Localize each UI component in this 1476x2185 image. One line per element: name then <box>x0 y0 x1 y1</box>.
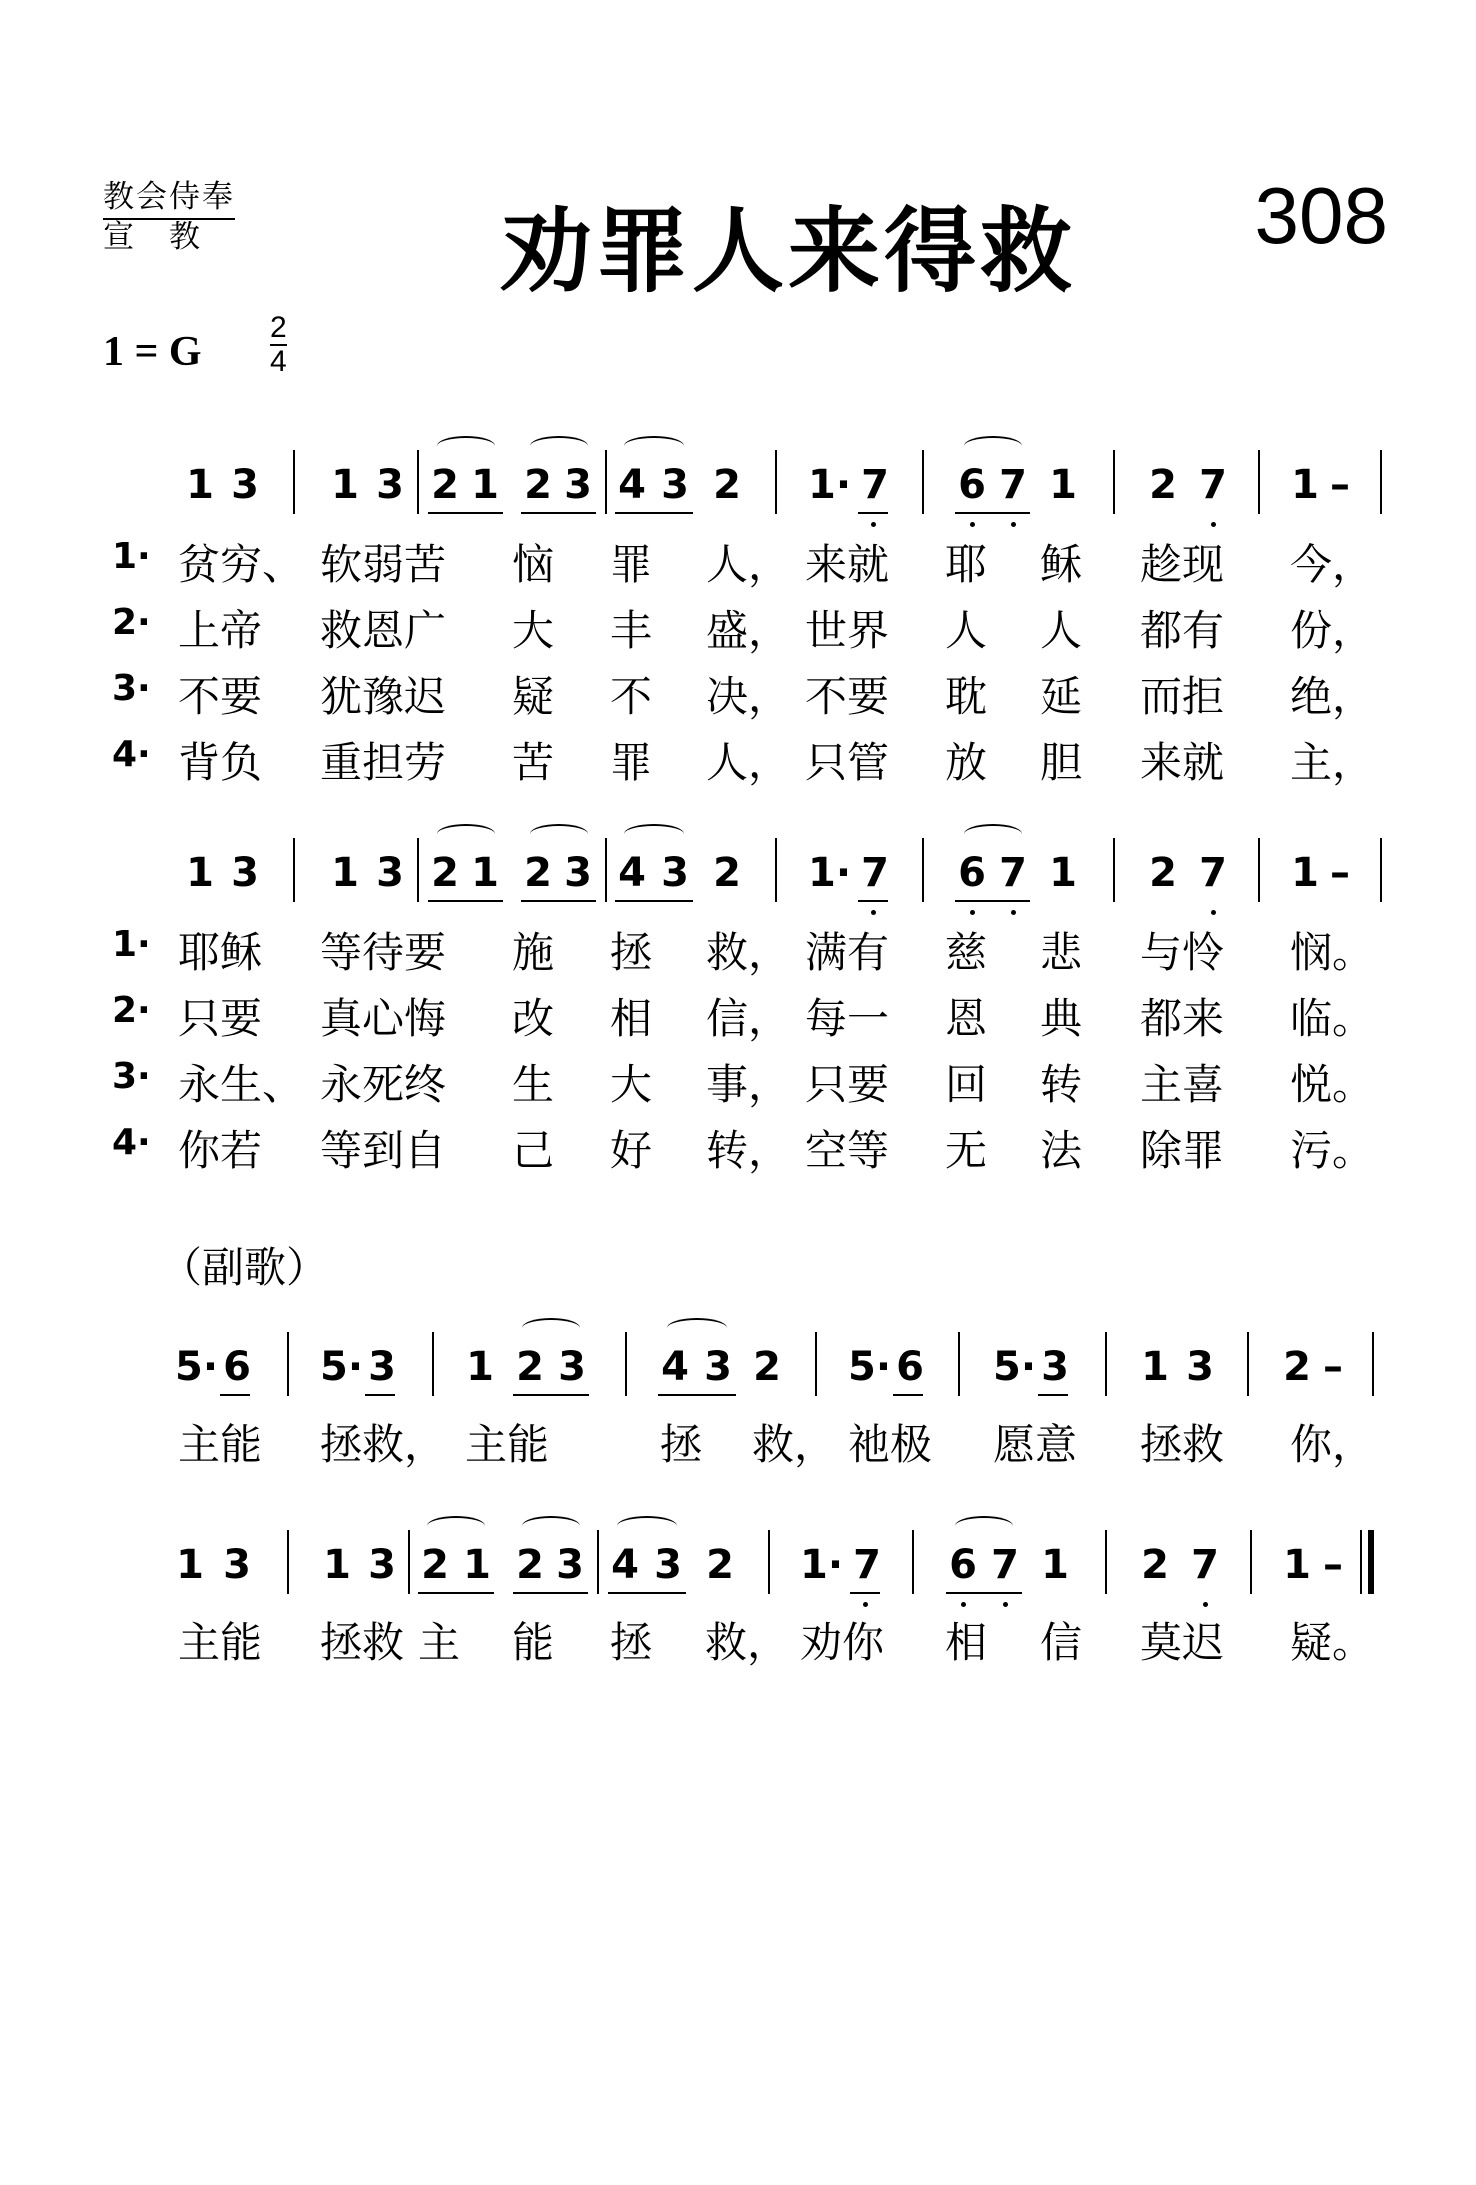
note: 1 <box>471 850 499 896</box>
note: 3 <box>376 462 404 508</box>
lyric-syllable: 施 <box>512 928 555 977</box>
note: 6 <box>223 1344 251 1390</box>
lyric-syllable: 无 <box>945 1126 988 1175</box>
note: 1 <box>1049 850 1077 896</box>
lyric-syllable: 拯 <box>660 1420 703 1469</box>
slur <box>437 824 495 844</box>
underline <box>513 1592 588 1594</box>
verse-number: 3· <box>112 668 151 709</box>
lyric-syllable: 主， <box>1290 738 1375 787</box>
underline <box>521 512 596 514</box>
barline <box>625 1332 627 1396</box>
lyric-syllable: 人 <box>945 606 988 655</box>
low-octave-dot <box>871 522 876 527</box>
underline <box>418 1592 494 1594</box>
note: 2 <box>713 850 741 896</box>
lyric-syllable: 不 <box>610 672 653 721</box>
lyric-line <box>0 598 1476 658</box>
slur <box>427 1516 485 1536</box>
lyric-syllable: 犹豫迟 <box>320 672 447 721</box>
slur <box>624 824 684 844</box>
lyric-syllable: 丰 <box>610 606 653 655</box>
underline <box>608 1592 686 1594</box>
chorus-lyric-line <box>0 1610 1476 1670</box>
low-octave-dot <box>871 910 876 915</box>
lyric-syllable: 拯救 <box>1140 1420 1225 1469</box>
lyric-line <box>0 986 1476 1046</box>
note: – <box>1323 1344 1343 1390</box>
note: 1 <box>1283 1542 1311 1588</box>
note: 2 <box>713 462 741 508</box>
lyric-syllable: 主 <box>418 1618 461 1667</box>
verse-number: 4· <box>112 1122 151 1163</box>
lyric-syllable: 今， <box>1290 540 1375 589</box>
lyric-syllable: 不要 <box>805 672 890 721</box>
lyric-syllable: 都有 <box>1140 606 1225 655</box>
note: 7 <box>861 850 889 896</box>
slur <box>667 1318 727 1338</box>
note: 1· <box>808 850 852 896</box>
barline <box>605 450 607 514</box>
lyric-syllable: 大 <box>512 606 555 655</box>
barline <box>1258 838 1260 902</box>
verse-number: 2· <box>112 990 151 1031</box>
barline <box>1105 1332 1107 1396</box>
barline <box>287 1530 289 1594</box>
barline <box>417 838 419 902</box>
lyric-syllable: 你若 <box>178 1126 263 1175</box>
note: 1 <box>186 462 214 508</box>
lyric-syllable: 人， <box>706 738 791 787</box>
lyric-syllable: 救， <box>705 1618 790 1667</box>
underline <box>615 512 693 514</box>
lyric-syllable: 贫穷、 <box>178 540 305 589</box>
slur <box>522 1318 580 1338</box>
note: 5· <box>320 1344 364 1390</box>
lyric-syllable: 大 <box>610 1060 653 1109</box>
barline <box>1250 1530 1252 1594</box>
barline <box>287 1332 289 1396</box>
note: 3 <box>564 462 592 508</box>
note: 6 <box>958 850 986 896</box>
lyric-syllable: 愿意 <box>993 1420 1078 1469</box>
note: 1 <box>471 462 499 508</box>
lyric-syllable: 而拒 <box>1140 672 1225 721</box>
lyric-syllable: 转 <box>1040 1060 1083 1109</box>
barline <box>293 450 295 514</box>
lyric-syllable: 恼 <box>512 540 555 589</box>
lyric-syllable: 重担劳 <box>320 738 447 787</box>
note: 2 <box>516 1344 544 1390</box>
lyric-syllable: 疑 <box>512 672 555 721</box>
lyric-syllable: 信 <box>1040 1618 1083 1667</box>
lyric-syllable: 回 <box>945 1060 988 1109</box>
subcategory-label: 宣 教 <box>103 219 202 255</box>
lyric-syllable: 罪 <box>610 738 653 787</box>
barline <box>1105 1530 1107 1594</box>
chorus-lyric-line <box>0 1412 1476 1472</box>
lyric-syllable: 救， <box>706 928 791 977</box>
lyric-syllable: 法 <box>1040 1126 1083 1175</box>
low-octave-dot <box>863 1602 868 1607</box>
note: 2 <box>524 462 552 508</box>
lyric-syllable: 软弱苦 <box>320 540 447 589</box>
final-barline <box>1368 1530 1374 1594</box>
barline <box>775 450 777 514</box>
barline <box>1360 1530 1362 1594</box>
note: 3 <box>564 850 592 896</box>
note: 7 <box>1199 850 1227 896</box>
underline <box>365 1394 395 1396</box>
lyric-syllable: 主能 <box>178 1420 263 1469</box>
underline <box>658 1394 736 1396</box>
note: 5· <box>175 1344 219 1390</box>
underline <box>521 900 596 902</box>
lyric-syllable: 份， <box>1290 606 1375 655</box>
lyric-syllable: 永死终 <box>320 1060 447 1109</box>
note: 1· <box>808 462 852 508</box>
note: 2 <box>516 1542 544 1588</box>
lyric-syllable: 耽 <box>945 672 988 721</box>
lyric-syllable: 都来 <box>1140 994 1225 1043</box>
lyric-line <box>0 1118 1476 1178</box>
lyric-syllable: 能 <box>512 1618 555 1667</box>
lyric-syllable: 拯 <box>610 1618 653 1667</box>
lyric-syllable: 永生、 <box>178 1060 305 1109</box>
note: 7 <box>999 850 1027 896</box>
lyric-syllable: 恩 <box>945 994 988 1043</box>
lyric-syllable: 不要 <box>178 672 263 721</box>
verse-number: 4· <box>112 734 151 775</box>
lyric-syllable: 等到自 <box>320 1126 447 1175</box>
lyric-syllable: 背负 <box>178 738 263 787</box>
barline <box>815 1332 817 1396</box>
note: 1 <box>176 1542 204 1588</box>
underline <box>220 1394 250 1396</box>
lyric-syllable: 拯 <box>610 928 653 977</box>
lyric-syllable: 空等 <box>805 1126 890 1175</box>
lyric-syllable: 事， <box>706 1060 791 1109</box>
lyric-syllable: 耶 <box>945 540 988 589</box>
slur <box>624 436 684 456</box>
note: 3 <box>368 1542 396 1588</box>
time-signature <box>270 312 287 378</box>
lyric-syllable: 悦。 <box>1290 1060 1375 1109</box>
low-octave-dot <box>961 1602 966 1607</box>
lyric-syllable: 等待要 <box>320 928 447 977</box>
note: 1 <box>463 1542 491 1588</box>
note: 3 <box>1041 1344 1069 1390</box>
note: 3 <box>1186 1344 1214 1390</box>
note: 2 <box>1149 462 1177 508</box>
lyric-line <box>0 920 1476 980</box>
note: 6 <box>949 1542 977 1588</box>
note: 4 <box>661 1344 689 1390</box>
chorus-melody-row-1 <box>0 1332 1476 1412</box>
melody-row-2 <box>0 838 1476 918</box>
lyric-syllable: 来就 <box>1140 738 1225 787</box>
lyric-syllable: 主能 <box>178 1618 263 1667</box>
barline <box>958 1332 960 1396</box>
lyric-syllable: 只管 <box>805 738 890 787</box>
underline <box>428 900 503 902</box>
lyric-syllable: 典 <box>1040 994 1083 1043</box>
barline <box>1113 450 1115 514</box>
lyric-syllable: 世界 <box>805 606 890 655</box>
chorus-melody-row-2 <box>0 1530 1476 1610</box>
time-signature-top: 2 <box>270 311 287 344</box>
verse-number: 1· <box>112 924 151 965</box>
lyric-syllable: 慈 <box>945 928 988 977</box>
note: 2 <box>431 850 459 896</box>
hymn-number: 308 <box>1254 171 1388 260</box>
slur <box>522 1516 580 1536</box>
underline <box>615 900 693 902</box>
barline <box>922 838 924 902</box>
barline <box>408 1530 410 1594</box>
verse-number: 3· <box>112 1056 151 1097</box>
lyric-syllable: 主喜 <box>1140 1060 1225 1109</box>
time-signature-bottom: 4 <box>270 345 287 378</box>
note: 6 <box>958 462 986 508</box>
note: 1 <box>331 850 359 896</box>
note: 7 <box>1199 462 1227 508</box>
note: 1 <box>1291 850 1319 896</box>
barline <box>1372 1332 1374 1396</box>
underline <box>955 900 1030 902</box>
underline <box>858 512 888 514</box>
lyric-syllable: 好 <box>610 1126 653 1175</box>
low-octave-dot <box>1211 522 1216 527</box>
lyric-line <box>0 730 1476 790</box>
slur <box>964 824 1022 844</box>
low-octave-dot <box>1211 910 1216 915</box>
lyric-syllable: 疑。 <box>1290 1618 1375 1667</box>
lyric-syllable: 与怜 <box>1140 928 1225 977</box>
note: 3 <box>704 1344 732 1390</box>
barline <box>1113 838 1115 902</box>
lyric-syllable: 祂极 <box>848 1420 933 1469</box>
lyric-syllable: 生 <box>512 1060 555 1109</box>
low-octave-dot <box>1011 522 1016 527</box>
barline <box>1380 838 1382 902</box>
barline <box>605 838 607 902</box>
note: 3 <box>231 462 259 508</box>
barline <box>417 450 419 514</box>
lyric-syllable: 耶稣 <box>178 928 263 977</box>
lyric-syllable: 绝， <box>1290 672 1375 721</box>
note: 3 <box>654 1542 682 1588</box>
lyric-syllable: 己 <box>512 1126 555 1175</box>
note: 1 <box>331 462 359 508</box>
underline <box>946 1592 1022 1594</box>
low-octave-dot <box>970 522 975 527</box>
lyric-syllable: 莫迟 <box>1140 1618 1225 1667</box>
note: 3 <box>368 1344 396 1390</box>
note: 2 <box>1141 1542 1169 1588</box>
note: 7 <box>853 1542 881 1588</box>
note: 1 <box>1041 1542 1069 1588</box>
lyric-syllable: 拯救 <box>320 1618 405 1667</box>
lyric-syllable: 主能 <box>465 1420 550 1469</box>
lyric-syllable: 放 <box>945 738 988 787</box>
note: 3 <box>661 462 689 508</box>
slur <box>955 1516 1013 1536</box>
underline <box>850 1592 880 1594</box>
note: 5· <box>993 1344 1037 1390</box>
barline <box>912 1530 914 1594</box>
barline <box>768 1530 770 1594</box>
underline <box>893 1394 923 1396</box>
underline <box>955 512 1030 514</box>
barline <box>1380 450 1382 514</box>
barline <box>293 838 295 902</box>
note: – <box>1330 850 1350 896</box>
note: 4 <box>611 1542 639 1588</box>
note: 4 <box>618 850 646 896</box>
note: 3 <box>661 850 689 896</box>
lyric-syllable: 只要 <box>805 1060 890 1109</box>
note: 1 <box>1291 462 1319 508</box>
underline <box>1038 1394 1068 1396</box>
lyric-syllable: 延 <box>1040 672 1083 721</box>
note: 2 <box>753 1344 781 1390</box>
verse-number: 2· <box>112 602 151 643</box>
note: 1 <box>1141 1344 1169 1390</box>
note: 3 <box>556 1542 584 1588</box>
low-octave-dot <box>1003 1602 1008 1607</box>
lyric-syllable: 救， <box>752 1420 837 1469</box>
lyric-syllable: 决， <box>706 672 791 721</box>
slur <box>617 1516 677 1536</box>
chorus-label: （副歌） <box>160 1243 329 1292</box>
note: 7 <box>861 462 889 508</box>
lyric-syllable: 信， <box>706 994 791 1043</box>
lyric-syllable: 相 <box>945 1618 988 1667</box>
lyric-syllable: 只要 <box>178 994 263 1043</box>
lyric-syllable: 救恩广 <box>320 606 447 655</box>
lyric-syllable: 趁现 <box>1140 540 1225 589</box>
lyric-syllable: 转， <box>706 1126 791 1175</box>
lyric-line <box>0 664 1476 724</box>
lyric-syllable: 上帝 <box>178 606 263 655</box>
lyric-syllable: 胆 <box>1040 738 1083 787</box>
note: 5· <box>848 1344 892 1390</box>
note: 4 <box>618 462 646 508</box>
lyric-syllable: 满有 <box>805 928 890 977</box>
note: 2 <box>706 1542 734 1588</box>
lyric-syllable: 你， <box>1290 1420 1375 1469</box>
barline <box>922 450 924 514</box>
lyric-syllable: 除罪 <box>1140 1126 1225 1175</box>
note: 1 <box>323 1542 351 1588</box>
note: 7 <box>991 1542 1019 1588</box>
lyric-syllable: 每一 <box>805 994 890 1043</box>
slur <box>530 824 588 844</box>
barline <box>775 838 777 902</box>
lyric-syllable: 稣 <box>1040 540 1083 589</box>
category-label: 教会侍奉 <box>103 178 235 220</box>
note: 7 <box>999 462 1027 508</box>
low-octave-dot <box>970 910 975 915</box>
barline <box>1258 450 1260 514</box>
note: – <box>1323 1542 1343 1588</box>
low-octave-dot <box>1011 910 1016 915</box>
lyric-syllable: 苦 <box>512 738 555 787</box>
low-octave-dot <box>1203 1602 1208 1607</box>
lyric-line <box>0 532 1476 592</box>
barline <box>1247 1332 1249 1396</box>
barline <box>597 1530 599 1594</box>
note: 2 <box>421 1542 449 1588</box>
key-signature: 1 = G <box>103 329 202 375</box>
lyric-syllable: 罪 <box>610 540 653 589</box>
lyric-syllable: 相 <box>610 994 653 1043</box>
note: 3 <box>558 1344 586 1390</box>
lyric-syllable: 悯。 <box>1290 928 1375 977</box>
note: 3 <box>223 1542 251 1588</box>
lyric-syllable: 临。 <box>1290 994 1375 1043</box>
lyric-syllable: 拯救， <box>320 1420 447 1469</box>
note: 3 <box>376 850 404 896</box>
note: 1 <box>186 850 214 896</box>
lyric-line <box>0 1052 1476 1112</box>
lyric-syllable: 劝你 <box>800 1618 885 1667</box>
lyric-syllable: 改 <box>512 994 555 1043</box>
note: 2 <box>431 462 459 508</box>
slur <box>437 436 495 456</box>
underline <box>428 512 503 514</box>
note: 2 <box>1283 1344 1311 1390</box>
note: 6 <box>896 1344 924 1390</box>
note: 2 <box>1149 850 1177 896</box>
slur <box>530 436 588 456</box>
note: 7 <box>1191 1542 1219 1588</box>
note: 1· <box>800 1542 844 1588</box>
note: 2 <box>524 850 552 896</box>
lyric-syllable: 污。 <box>1290 1126 1375 1175</box>
lyric-syllable: 人， <box>706 540 791 589</box>
slur <box>964 436 1022 456</box>
note: – <box>1330 462 1350 508</box>
barline <box>432 1332 434 1396</box>
melody-row-1 <box>0 450 1476 530</box>
note: 3 <box>231 850 259 896</box>
underline <box>858 900 888 902</box>
underline <box>513 1394 589 1396</box>
verse-number: 1· <box>112 536 151 577</box>
lyric-syllable: 盛， <box>706 606 791 655</box>
lyric-syllable: 来就 <box>805 540 890 589</box>
lyric-syllable: 真心悔 <box>320 994 447 1043</box>
lyric-syllable: 悲 <box>1040 928 1083 977</box>
note: 1 <box>466 1344 494 1390</box>
hymn-title: 劝罪人来得救 <box>499 197 1076 305</box>
lyric-syllable: 人 <box>1040 606 1083 655</box>
note: 1 <box>1049 462 1077 508</box>
